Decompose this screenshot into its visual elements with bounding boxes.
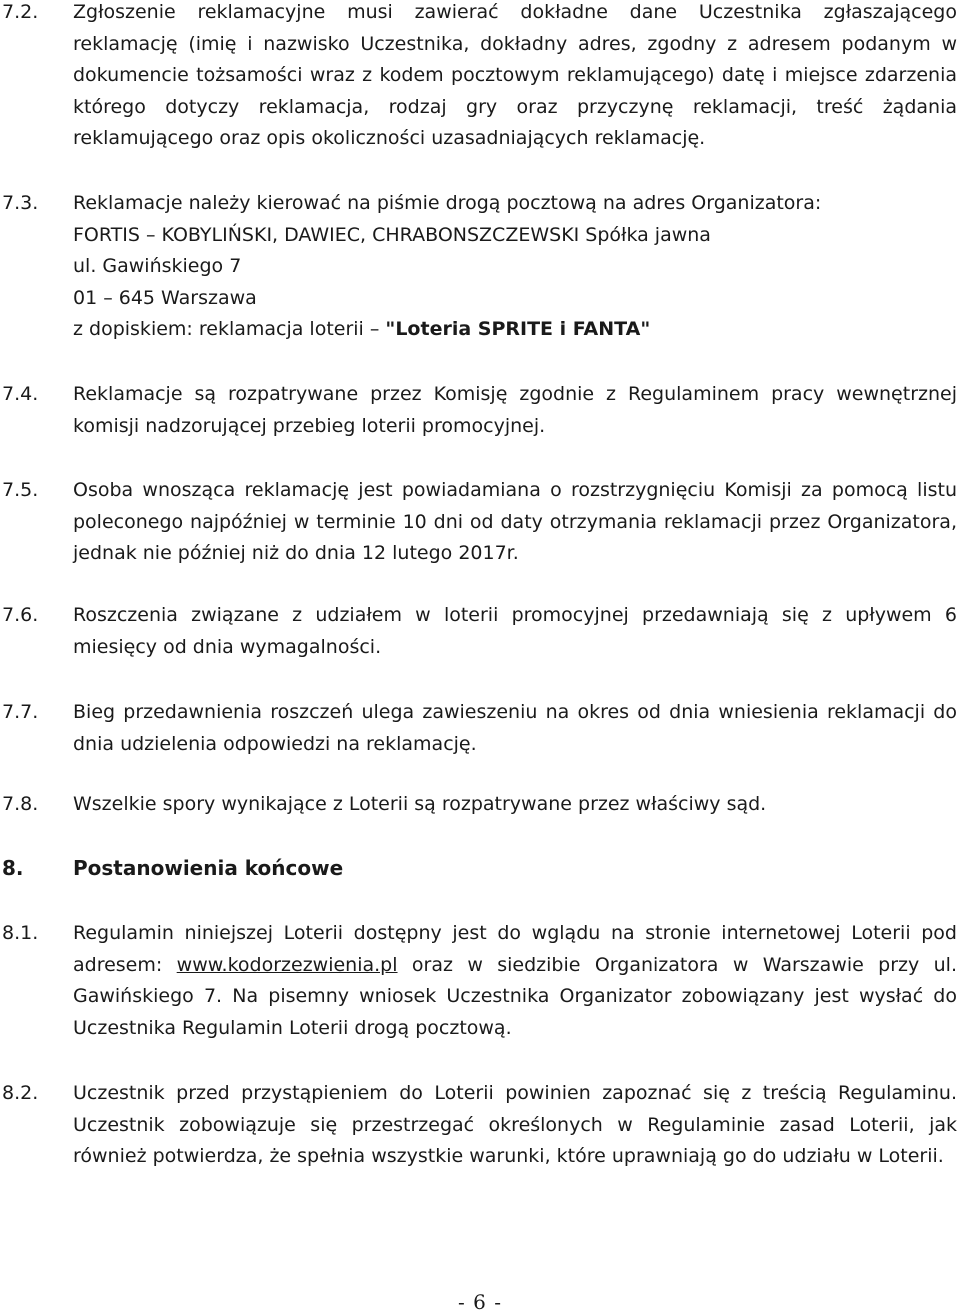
complaint-annotation bbox=[73, 314, 957, 346]
complaint-instruction: Reklamacje należy kierować na piśmie drogą pocztową na adres Organizatora: bbox=[73, 192, 822, 214]
section-number: 8.1. bbox=[2, 922, 39, 944]
section-number: 7.8. bbox=[2, 793, 39, 815]
section-number: 7.4. bbox=[2, 383, 39, 405]
section-text: Uczestnik przed przystąpieniem do Loterii powinien zapoznać się z treścią Regulaminu. Uczestnik zobowiązuje się przestrzegać określonych w Regulaminie zasad Loterii, jak również potwierdza, że spełnia wszystkie warunki, które uprawniają go do udziału w Loterii. bbox=[73, 1082, 957, 1167]
section-text: Osoba wnosząca reklamację jest powiadamiana o rozstrzygnięciu Komisji za pomocą listu poleconego najpóźniej w terminie 10 dni od daty otrzymania reklamacji przez Organizatora, jednak nie później niż do dnia 12 lutego 2017r. bbox=[73, 479, 957, 564]
section-number: 7.5. bbox=[2, 479, 39, 501]
section-text bbox=[73, 188, 957, 346]
section-text: Zgłoszenie reklamacyjne musi zawierać dokładne dane Uczestnika zgłaszającego reklamację (imię i nazwisko Uczestnika, dokładny adres, zgodny z adresem podanym w dokumencie tożsamości wraz z kodem pocztowym reklamującego) datę i miejsce zdarzenia którego dotyczy reklamacja, rodzaj gry oraz przyczynę reklamacji, treść żądania reklamującego oraz opis okoliczności uzasadniających reklamację. bbox=[73, 1, 957, 149]
section-number: 8. bbox=[2, 856, 24, 880]
organizer-city: 01 – 645 Warszawa bbox=[73, 286, 257, 309]
organizer-street: ul. Gawińskiego 7 bbox=[73, 255, 242, 277]
page-number: - 6 - bbox=[458, 1290, 502, 1314]
lottery-name: "Loteria SPRITE i FANTA" bbox=[385, 318, 651, 340]
section-number: 8.2. bbox=[2, 1082, 39, 1104]
section-title: Postanowienia końcowe bbox=[73, 856, 344, 880]
section-number: 7.2. bbox=[2, 1, 39, 23]
section-number: 7.6. bbox=[2, 604, 39, 626]
section-text bbox=[73, 918, 957, 1044]
section-text: Roszczenia związane z udziałem w loterii promocyjnej przedawniają się z upływem 6 miesięcy od dnia wymagalności. bbox=[73, 604, 957, 658]
section-text: Reklamacje są rozpatrywane przez Komisję zgodnie z Regulaminem pracy wewnętrznej komisji nadzorującej przebieg loterii promocyjnej. bbox=[73, 383, 957, 437]
organizer-name: FORTIS – KOBYLIŃSKI, DAWIEC, CHRABONSZCZEWSKI Spółka jawna bbox=[73, 223, 711, 246]
section-number: 7.3. bbox=[2, 192, 39, 214]
section-number: 7.7. bbox=[2, 701, 39, 723]
section-text: Wszelkie spory wynikające z Loterii są rozpatrywane przez właściwy sąd. bbox=[73, 793, 767, 815]
annotation-prefix: z dopiskiem: reklamacja loterii – bbox=[73, 318, 386, 340]
website-link[interactable]: www.kodorzezwienia.pl bbox=[176, 953, 398, 976]
text-before-link: Regulamin niniejszej Loterii dostępny jest do wglądu na stronie internetowej Loterii pod adresem: bbox=[73, 922, 957, 976]
section-text: Bieg przedawnienia roszczeń ulega zawieszeniu na okres od dnia wniesienia reklamacji do dnia udzielenia odpowiedzi na reklamację. bbox=[73, 701, 957, 755]
text-after-link: oraz w siedzibie Organizatora w Warszawie przy ul. Gawińskiego 7. Na pisemny wniosek Uczestnika Organizator zobowiązany jest wysłać do Uczestnika Regulamin Loterii drogą pocztową. bbox=[73, 953, 957, 1039]
